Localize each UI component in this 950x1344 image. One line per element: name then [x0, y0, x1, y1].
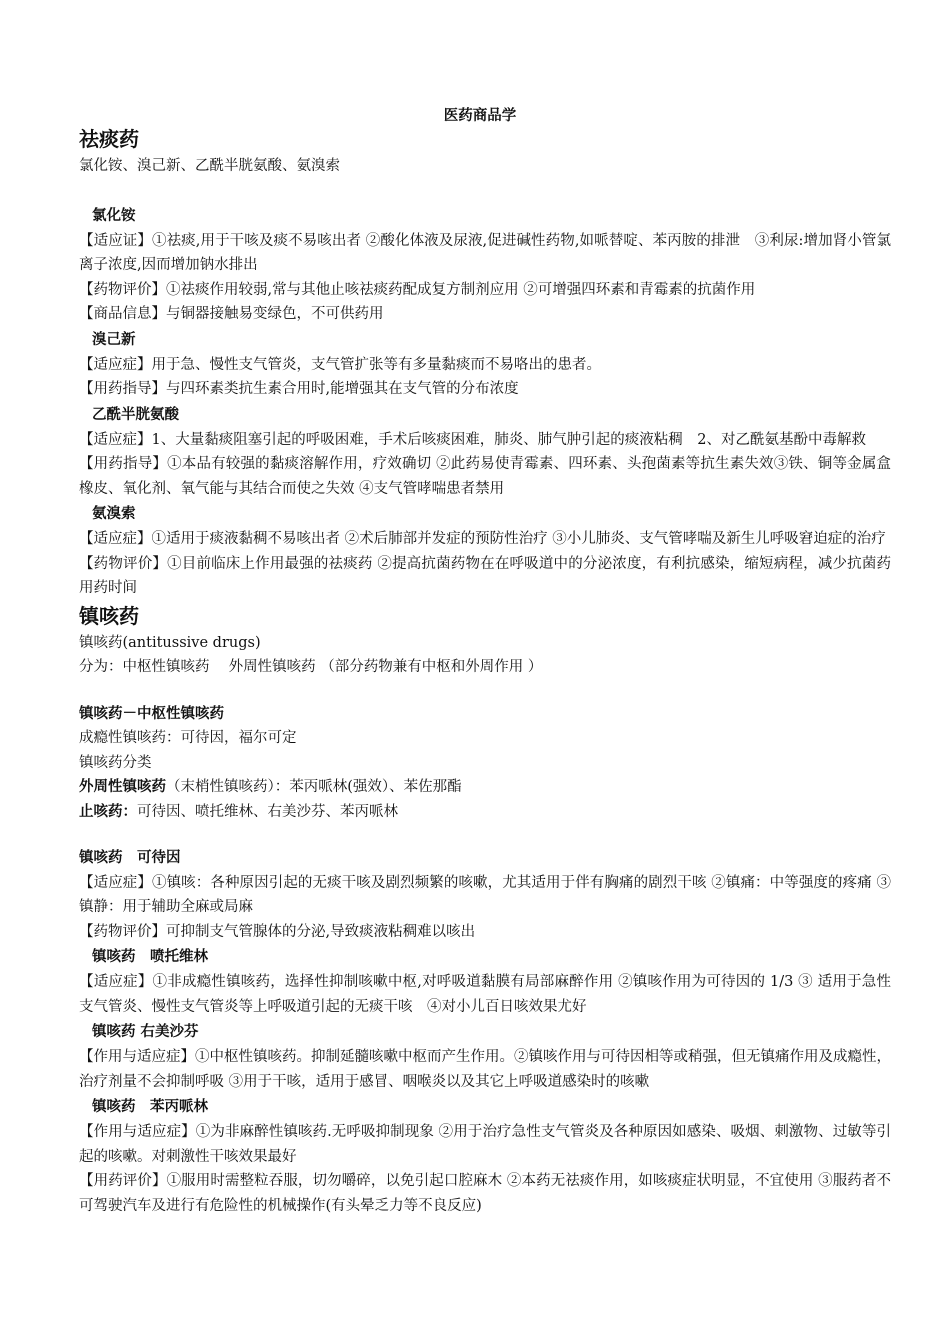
drug-heading-pentoxyverine: 镇咳药 喷托维林: [92, 949, 208, 965]
spacer: [79, 179, 891, 203]
drug-heading-ammonium-chloride: 氯化铵: [92, 207, 136, 224]
spacer: [79, 680, 891, 702]
paragraph: 【作用与适应症】①为非麻醉性镇咳药.无呼吸抑制现象 ②用于治疗急性支气管炎及各种原因如感染、吸烟、刺激物、过敏等引起的咳嗽。对刺激性干咳效果最好: [79, 1124, 891, 1165]
paragraph: 镇咳药(antitussive drugs): [79, 634, 261, 651]
section-title-antitussives: 镇咳药: [79, 603, 139, 628]
drug-heading-acetylcysteine: 乙酰半胱氨酸: [92, 406, 179, 423]
drug-heading-ambroxol: 氨溴索: [92, 506, 136, 522]
paragraph: 【用药指导】与四环素类抗生素合用时,能增强其在支气管的分布浓度: [79, 381, 519, 397]
paragraph: 【适应证】①祛痰,用于干咳及痰不易咳出者 ②酸化体液及尿液,促进碱性药物,如哌替啶、苯丙胺的排泄 ③利尿:增加肾小管氯离子浓度,因而增加钠水排出: [79, 232, 891, 273]
paragraph: 镇咳药分类: [79, 754, 152, 771]
paragraph: 【药物评价】①目前临床上作用最强的祛痰药 ②提高抗菌药物在在呼吸道中的分泌浓度，有利抗感染，缩短病程，减少抗菌药用药时间: [79, 555, 891, 596]
drug-heading-dextromethorphan: 镇咳药 右美沙芬: [92, 1024, 199, 1040]
peripheral-antitussive-line: [79, 775, 891, 800]
spacer: [79, 824, 891, 846]
paragraph: 【作用与适应症】①中枢性镇咳药。抑制延髓咳嗽中枢而产生作用。②镇咳作用与可待因相等或稍强，但无镇痛作用及成瘾性，治疗剂量不会抑制呼吸 ③用于干咳，适用于感冒、咽喉炎以及其它上呼吸道感染时的咳嗽: [79, 1049, 891, 1090]
central-antitussive-heading: 镇咳药－中枢性镇咳药: [79, 705, 224, 722]
paragraph: 【药物评价】①祛痰作用较弱,常与其他止咳祛痰药配成复方制剂应用 ②可增强四环素和青霉素的抗菌作用: [79, 281, 756, 298]
paragraph: 成瘾性镇咳药：可待因，福尔可定: [79, 730, 297, 746]
paragraph: 【适应症】①适用于痰液黏稠不易咳出者 ②术后肺部并发症的预防性治疗 ③小儿肺炎、支气管哮喘及新生儿呼吸窘迫症的治疗: [79, 531, 886, 547]
peripheral-label: 外周性镇咳药: [79, 779, 166, 795]
paragraph: 【用药评价】①服用时需整粒吞服，切勿嚼碎，以免引起口腔麻木 ②本药无祛痰作用，如咳痰症状明显，不宜使用 ③服药者不可驾驶汽车及进行有危险性的机械操作(有头晕乏力等不良反应): [79, 1173, 891, 1214]
document-header-title: 医药商品学: [443, 108, 517, 124]
paragraph: 【适应症】1、大量黏痰阻塞引起的呼吸困难，手术后咳痰困难，肺炎、肺气肿引起的痰液粘稠 2、对乙酰氨基酚中毒解救: [79, 431, 866, 448]
cough-label: 止咳药：: [79, 803, 137, 820]
document-body: [79, 124, 891, 1218]
paragraph: 【药物评价】可抑制支气管腺体的分泌,导致痰液粘稠难以咳出: [79, 923, 476, 940]
paragraph: 【用药指导】①本品有较强的黏痰溶解作用，疗效确切 ②此药易使青霉素、四环素、头孢菌素等抗生素失效③铁、铜等金属盒橡皮、氧化剂、氧气能与其结合而使之失效 ④支气管哮喘患者禁用: [79, 456, 891, 497]
expectorant-drug-list: 氯化铵、溴己新、乙酰半胱氨酸、氨溴索: [79, 158, 340, 174]
drug-heading-codeine: 镇咳药 可待因: [79, 850, 181, 866]
paragraph: 【商品信息】与铜器接触易变绿色，不可供药用: [79, 306, 384, 322]
drug-heading-benproperine: 镇咳药 苯丙哌林: [92, 1099, 208, 1115]
drug-heading-bromhexine: 溴己新: [92, 331, 136, 348]
paragraph: 【适应症】用于急、慢性支气管炎，支气管扩张等有多量黏痰而不易咯出的患者。: [79, 356, 601, 373]
peripheral-text: （末梢性镇咳药）：苯丙哌林(强效）、苯佐那酯: [166, 779, 462, 795]
cough-text: 可待因、喷托维林、右美沙芬、苯丙哌林: [137, 803, 398, 820]
cough-drug-line: [79, 800, 891, 825]
paragraph: 分为：中枢性镇咳药 外周性镇咳药 （部分药物兼有中枢和外周作用 ）: [79, 659, 543, 675]
section-title-expectorants: 祛痰药: [79, 127, 139, 151]
paragraph: 【适应症】①非成瘾性镇咳药，选择性抑制咳嗽中枢,对呼吸道黏膜有局部麻醉作用 ②镇咳作用为可待因的 1/3 ③ 适用于急性支气管炎、慢性支气管炎等上呼吸道引起的无痰干咳 ④对小儿百日咳效果尤好: [79, 974, 891, 1015]
paragraph: 【适应症】①镇咳：各种原因引起的无痰干咳及剧烈频繁的咳嗽，尤其适用于伴有胸痛的剧烈干咳 ②镇痛：中等强度的疼痛 ③镇静：用于辅助全麻或局麻: [79, 874, 891, 915]
